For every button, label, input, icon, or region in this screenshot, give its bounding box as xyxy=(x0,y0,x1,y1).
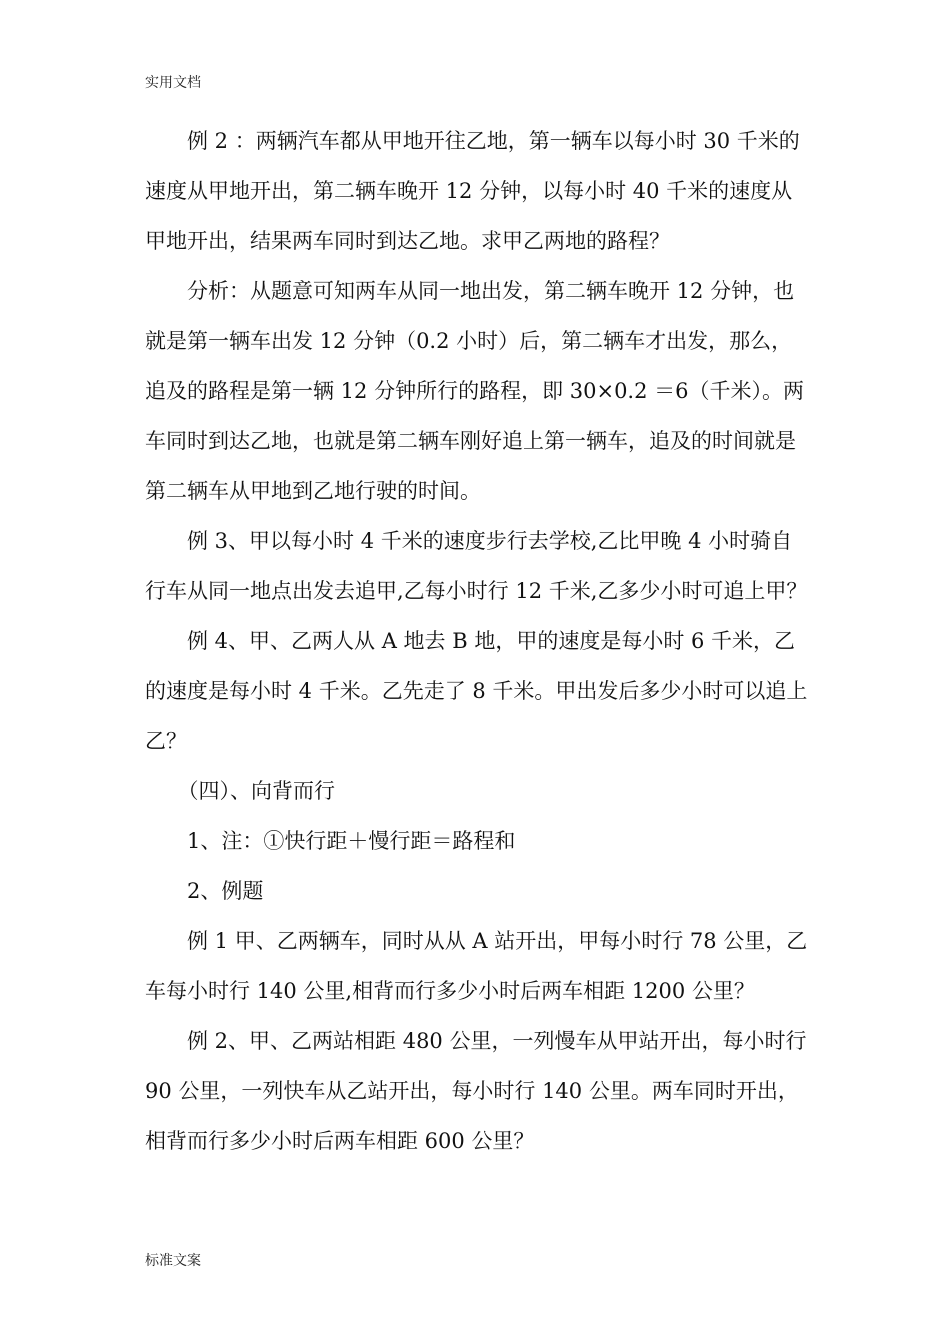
paragraph-example-3: 例 3、甲以每小时 4 千米的速度步行去学校,乙比甲晚 4 小时骑自行车从同一地点出发去追甲,乙每小时行 12 千米,乙多少小时可追上甲？ xyxy=(145,529,808,603)
document-body xyxy=(145,116,810,1166)
page-header: 实用文档 xyxy=(145,75,201,91)
section-heading: （四）、向背而行 xyxy=(177,779,336,803)
paragraph-example-2b: 例 2、甲、乙两站相距 480 公里，一列慢车从甲站开出，每小时行 90 公里，一列快车从乙站开出，每小时行 140 公里。两车同时开出，相背而行多少小时后两车相距 600 公里？ xyxy=(145,1029,807,1153)
paragraph-examples-label: 2、例题 xyxy=(187,879,264,903)
paragraph-example-2: 例 2 ：两辆汽车都从甲地开往乙地，第一辆车以每小时 30 千米的速度从甲地开出，第二辆车晚开 12 分钟，以每小时 40 千米的速度从甲地开出，结果两车同时到达乙地。求甲乙两地的路程？ xyxy=(145,129,800,253)
page-footer: 标准文案 xyxy=(145,1253,201,1269)
paragraph-analysis: 分析：从题意可知两车从同一地出发，第二辆车晚开 12 分钟，也就是第一辆车出发 12 分钟（0.2 小时）后，第二辆车才出发，那么，追及的路程是第一辆 12 分钟所行的路程，即 30×0.2 ＝6（千米）。两车同时到达乙地，也就是第二辆车刚好追上第一辆车，追及的时间就是第二辆车从甲地到乙地行驶的时间。 xyxy=(145,279,804,503)
paragraph-note: 1、注：①快行距＋慢行距＝路程和 xyxy=(187,829,516,853)
paragraph-example-4: 例 4、甲、乙两人从 A 地去 B 地，甲的速度是每小时 6 千米，乙的速度是每小时 4 千米。乙先走了 8 千米。甲出发后多少小时可以追上乙？ xyxy=(145,629,808,753)
paragraph-example-1b: 例 1 甲、乙两辆车，同时从从 A 站开出，甲每小时行 78 公里，乙车每小时行 140 公里,相背而行多少小时后两车相距 1200 公里？ xyxy=(145,929,808,1003)
